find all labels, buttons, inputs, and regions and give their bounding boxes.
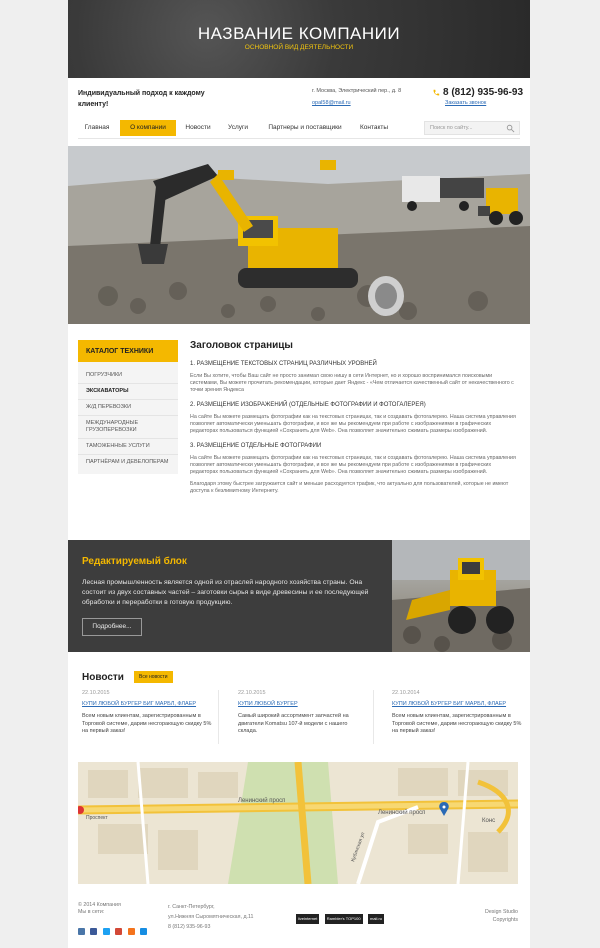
catalog-item-partners[interactable]: ПАРТНЁРАМ И ДЕВЕЛОПЕРАМ	[86, 459, 169, 465]
nav-contacts[interactable]: Контакты	[359, 124, 389, 131]
topbar	[68, 78, 530, 120]
phone-number: 8 (812) 935-96-93	[443, 87, 524, 98]
callback-link[interactable]: Заказать звонок	[445, 100, 487, 106]
section-text-3: На сайте Вы можете размещать фотографии как на текстовых страницах, так и создавать фотогалерею. Наша система управления позволяет автоматически уменьшать фотографии, и все же мы рекомендуем при работе с изображениями в графических редакторах пользоваться функцией «Сохранить для Web». Она позволяет значительно сжимать размеры изображений.	[190, 455, 516, 475]
footer-design	[485, 908, 518, 924]
news-text: Всем новым клиентам, зарегистрированным в Торговой системе, дарим несгорающую скидку 5% на первый заказ!	[82, 713, 212, 735]
odnoklassniki-icon[interactable]	[128, 928, 135, 935]
loader-photo-illustration	[392, 540, 530, 652]
header-banner	[68, 0, 530, 78]
search-icon[interactable]	[506, 124, 515, 133]
footer-social-label: Мы в сети:	[78, 909, 105, 915]
phone-icon	[432, 89, 440, 97]
search-placeholder: Поиск по сайту...	[430, 125, 473, 131]
news-item	[82, 690, 212, 736]
more-button[interactable]: Подробнее...	[82, 618, 142, 636]
map-graphic	[78, 762, 518, 884]
editable-block-text: Лесная промышленность является одной из отраслей народного хозяйства страны. Она состоит из двух составных частей – заготовки сырья в виде древесины и ее последующей обработки и переработки в готовую продукцию.	[82, 579, 369, 606]
footer	[68, 890, 530, 948]
catalog-item-loaders[interactable]: ПОГРУЗЧИКИ	[78, 368, 178, 384]
catalog-title: КАТАЛОГ ТЕХНИКИ	[78, 340, 178, 362]
news-link[interactable]: КУПИ ЛЮБОЙ БУРГЕР	[238, 701, 298, 707]
mailru-badge[interactable]: mail.ru	[368, 914, 384, 924]
hero-photo-illustration	[68, 146, 530, 324]
company-name[interactable]: НАЗВАНИЕ КОМПАНИИ	[197, 24, 401, 43]
page	[68, 0, 530, 948]
search-box[interactable]	[424, 121, 520, 135]
nav-news[interactable]: Новости	[185, 124, 211, 131]
news-title: Новости	[82, 672, 124, 683]
editable-block-title: Редактируемый блок	[82, 556, 187, 567]
twitter-icon[interactable]	[103, 928, 110, 935]
slogan: Индивидуальный подход к каждому клиенту!	[78, 90, 205, 108]
news-link[interactable]: КУПИ ЛЮБОЙ БУРГЕР БИГ МАРБЛ, ФЛАЕР	[392, 701, 507, 707]
news-date: 22.10.2014	[392, 690, 420, 696]
catalog-item-customs[interactable]: ТАМОЖЕННЫЕ УСЛУГИ	[78, 439, 178, 455]
rambler-badge[interactable]: Rambler's TOP100	[325, 914, 363, 924]
nav-home[interactable]: Главная	[84, 124, 110, 131]
counter-badges	[296, 910, 385, 928]
loader-photo	[392, 540, 530, 652]
section-heading-1: 1. РАЗМЕЩЕНИЕ ТЕКСТОВЫХ СТРАНИЦ РАЗЛИЧНЫХ УРОВНЕЙ	[190, 361, 377, 367]
section-heading-3: 3. РАЗМЕЩЕНИЕ ОТДЕЛЬНЫЕ ФОТОГРАФИИ	[190, 443, 322, 449]
design-studio[interactable]: Design Studio	[485, 909, 518, 915]
catalog-list	[78, 362, 178, 474]
google-plus-icon[interactable]	[115, 928, 122, 935]
section-text-1: Если Вы хотите, чтобы Ваш сайт не просто занимал свою нишу в сети Интернет, но и хорошо воспринимался поисковыми системами, Вы можете прочитать рекомендации, которые дает Яндекс - «Чем отличается качественный сайт от некачественного с точки зрения Яндекса	[190, 373, 514, 393]
liveinternet-badge[interactable]: liveinternet	[296, 914, 319, 924]
footer-street: ул.Нижняя Сыромятническая, д.11	[168, 914, 254, 920]
catalog-item-international[interactable]: МЕЖДУНАРОДНЫЕ ГРУЗОПЕРЕВОЗКИ	[78, 416, 178, 439]
social-links	[78, 922, 148, 940]
catalog-panel	[78, 340, 178, 474]
news-divider	[373, 690, 374, 744]
map-label: Ленинский просп	[238, 798, 286, 804]
map-label: Кубинская ул	[350, 831, 367, 863]
address: г. Москва, Электрический пер., д. 8	[312, 88, 402, 94]
company-subtitle: ОСНОВНОЙ ВИД ДЕЯТЕЛЬНОСТИ	[244, 44, 354, 51]
news-text: Самый широкий ассортимент запчастей на двигатели Komatsu 107-й модели с нашего склада.	[238, 713, 349, 735]
map-label: Конс	[482, 818, 496, 824]
footer-phone: 8 (812) 935-96-93	[168, 924, 211, 930]
nav-divider	[78, 138, 520, 139]
news-divider	[218, 690, 219, 744]
hero-photo	[68, 146, 530, 324]
news-date: 22.10.2015	[238, 690, 266, 696]
all-news-button[interactable]: Все новости	[134, 671, 173, 683]
facebook-icon[interactable]	[90, 928, 97, 935]
email-link[interactable]: opal58@mail.ru	[312, 100, 351, 106]
section-text-4: Благодаря этому быстрее загружается сайт и меньше расходуется трафик, что актуально для пользователей, которые не имеют доступа к безлимитному Интернету.	[190, 481, 509, 494]
nav-partners[interactable]: Партнеры и поставщики	[268, 124, 342, 131]
footer-copyright	[78, 902, 121, 916]
mailru-icon[interactable]	[140, 928, 147, 935]
news-text: Всем новым клиентам, зарегистрированным в Торговой системе, дарим несгорающую скидку 5% на первый заказ!	[392, 713, 522, 735]
copyrights: Copyrights	[492, 917, 518, 923]
map-label: Проспект	[86, 815, 108, 821]
vk-icon[interactable]	[78, 928, 85, 935]
footer-address	[168, 902, 254, 932]
catalog-item-excavators[interactable]: ЭКСКАВАТОРЫ	[78, 384, 178, 400]
news-item	[392, 690, 522, 736]
location-map[interactable]	[78, 762, 518, 884]
catalog-item-rail[interactable]: Ж/Д ПЕРЕВОЗКИ	[78, 400, 178, 416]
news-item	[238, 690, 368, 736]
page-title: Заголовок страницы	[190, 340, 293, 351]
news-link[interactable]: КУПИ ЛЮБОЙ БУРГЕР БИГ МАРБЛ, ФЛАЕР	[82, 701, 197, 707]
nav-services[interactable]: Услуги	[228, 124, 248, 131]
map-label: Ленинский просп	[378, 810, 426, 816]
section-text-2: На сайте Вы можете размещать фотографии как на текстовых страницах, так и создавать фотогалерею. Наша система управления позволяет автоматически уменьшать фотографии, и все же мы рекомендуем при работе с изображениями в графических редакторах пользоваться функцией «Сохранить для Web». Она позволяет значительно сжимать размеры изображений.	[190, 414, 516, 434]
section-heading-2: 2. РАЗМЕЩЕНИЕ ИЗОБРАЖЕНИЙ (ОТДЕЛЬНЫЕ ФОТОГРАФИИ И ФОТОГАЛЕРЕЯ)	[190, 402, 426, 408]
main-content	[190, 340, 520, 500]
footer-copy-line: © 2014 Компания	[78, 902, 121, 908]
footer-city: г. Санкт-Петербург,	[168, 904, 215, 910]
news-date: 22.10.2015	[82, 690, 110, 696]
nav-about[interactable]: О компании	[120, 120, 176, 136]
